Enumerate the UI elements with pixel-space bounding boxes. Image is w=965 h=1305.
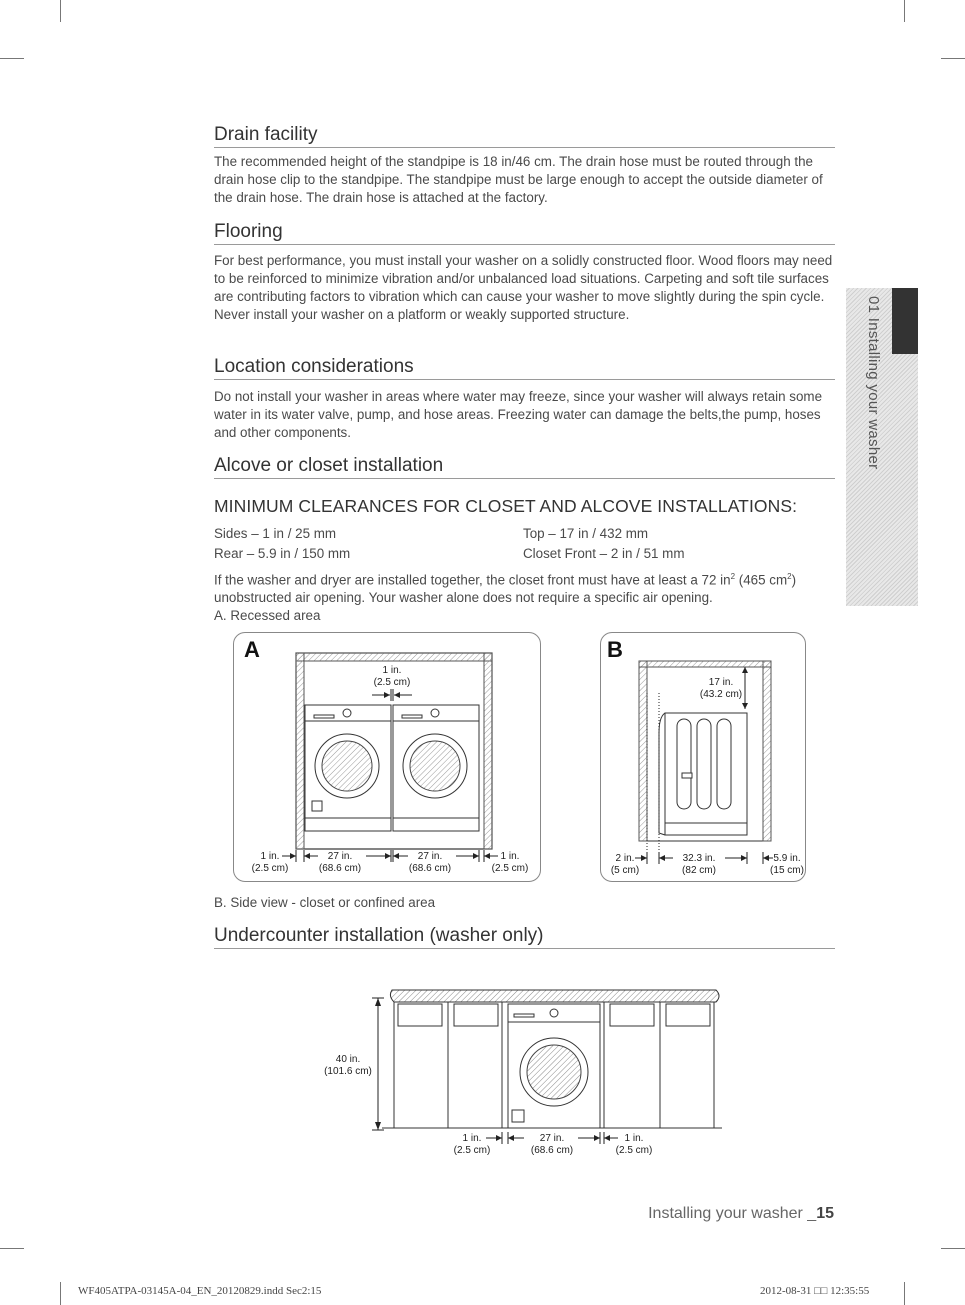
figure-b-side-view (600, 632, 806, 882)
section-title-drain: Drain facility (214, 124, 835, 148)
fig-a-right-gap-cm: (2.5 cm) (491, 863, 529, 874)
chapter-side-tab (846, 288, 918, 606)
location-paragraph (214, 388, 839, 442)
flooring-text-2: Never install your washer on a platform or weakly supported structure. (214, 307, 630, 322)
clearance-closet-front: Closet Front – 2 in / 51 mm (523, 546, 685, 561)
clearance-sides: Sides – 1 in / 25 mm (214, 526, 337, 541)
figure-a-recessed-area (233, 632, 541, 882)
caption-b: B. Side view - closet or confined area (214, 895, 436, 910)
fig-a-width-2-cm: (68.6 cm) (408, 863, 452, 874)
fig-b-depth-cm: (82 cm) (682, 865, 716, 876)
figure-b-drawing (601, 633, 805, 881)
crop-mark (904, 1282, 905, 1305)
fig-c-left-gap: 1 in. (462, 1133, 482, 1144)
fig-b-top: 17 in. (708, 677, 734, 688)
fig-b-top-cm: (43.2 cm) (699, 689, 743, 700)
fig-a-left-gap-cm: (2.5 cm) (251, 863, 289, 874)
fig-b-rear-cm: (15 cm) (770, 865, 804, 876)
fig-c-width: 27 in. (539, 1133, 565, 1144)
undercounter-washer (508, 1004, 600, 1128)
dryer-unit (393, 705, 479, 831)
flooring-text-1: For best performance, you must install your washer on a solidly constructed floor. Wood floors may need to be reinforced to minimize vibration and/or unbalanced load situations. Carpeting and soft tile surfaces are contributing factors to vibration which can cause your washer to move slightly during the spin cycle. (214, 253, 833, 304)
crop-mark (60, 0, 61, 22)
crop-mark (60, 1282, 61, 1305)
crop-mark (0, 58, 24, 59)
fig-c-width-cm: (68.6 cm) (530, 1145, 574, 1156)
clearance-top: Top – 17 in / 432 mm (523, 526, 649, 541)
flooring-paragraph (214, 252, 839, 324)
fig-a-right-gap: 1 in. (500, 851, 520, 862)
fig-c-height-cm: (101.6 cm) (324, 1066, 372, 1077)
section-title-alcove: Alcove or closet installation (214, 455, 835, 479)
drain-text: The recommended height of the standpipe is 18 in/46 cm. The drain hose must be routed through the drain hose clip to the standpipe. The standpipe must be large enough to accept the outside diameter of the drain hose. The drain hose is attached at the factory. (214, 154, 823, 205)
figure-a-drawing (234, 633, 540, 881)
fig-a-top-gap-cm: (2.5 cm) (373, 677, 411, 688)
print-slug-left: WF405ATPA-03145A-04_EN_20120829.indd Sec2:15 (78, 1285, 322, 1297)
air-opening-paragraph (214, 568, 839, 625)
crop-mark (941, 58, 965, 59)
page-number: 15 (816, 1205, 834, 1222)
fig-c-left-gap-cm: (2.5 cm) (453, 1145, 491, 1156)
crop-mark (941, 1248, 965, 1249)
clearance-rear: Rear – 5.9 in / 150 mm (214, 546, 351, 561)
figure-a-letter: A (244, 637, 260, 662)
fig-c-right-gap-cm: (2.5 cm) (615, 1145, 653, 1156)
fig-b-rear: 5.9 in. (773, 853, 801, 864)
air-opening-text: If the washer and dryer are installed together, the closet front must have at least a 72 $in^2$ (465 $cm^2$) unobstructed air opening. Your washer alone does not require a specific air opening. (214, 572, 797, 606)
fig-b-front: 2 in. (615, 853, 635, 864)
crop-mark (904, 0, 905, 22)
fig-a-width-1-cm: (68.6 cm) (318, 863, 362, 874)
washer-unit (305, 705, 391, 831)
fig-a-top-gap: 1 in. (382, 665, 402, 676)
page-footer (648, 1205, 834, 1223)
crop-mark (0, 1248, 24, 1249)
fig-c-right-gap: 1 in. (624, 1133, 644, 1144)
caption-a: A. Recessed area (214, 608, 321, 624)
washer-side-unit (659, 713, 747, 835)
footer-section-title: Installing your washer _ (648, 1205, 817, 1222)
fig-c-height: 40 in. (335, 1054, 361, 1065)
side-tab-label: 01 Installing your washer (865, 296, 882, 470)
fig-b-depth: 32.3 in. (682, 853, 716, 864)
figure-undercounter-drawing (322, 982, 722, 1160)
location-text: Do not install your washer in areas where water may freeze, since your washer will always retain some water in its water valve, pump, and hose areas. Freezing water can damage the belts,the pump, hoses and other components. (214, 389, 823, 440)
clearances-subhead: MINIMUM CLEARANCES FOR CLOSET AND ALCOVE INSTALLATIONS: (214, 496, 798, 516)
fig-a-left-gap: 1 in. (260, 851, 280, 862)
print-slug-right: 2012-08-31 □□ 12:35:55 (760, 1285, 870, 1297)
side-tab-dark-block (892, 288, 918, 354)
fig-a-width-2: 27 in. (417, 851, 443, 862)
figure-b-letter: B (607, 637, 623, 662)
drain-paragraph (214, 153, 839, 207)
caption-b-paragraph (214, 894, 839, 912)
section-title-undercounter: Undercounter installation (washer only) (214, 925, 835, 949)
fig-b-front-cm: (5 cm) (610, 865, 640, 876)
section-title-location: Location considerations (214, 356, 835, 380)
section-title-flooring: Flooring (214, 221, 835, 245)
figure-undercounter (322, 982, 722, 1160)
fig-a-width-1: 27 in. (327, 851, 353, 862)
